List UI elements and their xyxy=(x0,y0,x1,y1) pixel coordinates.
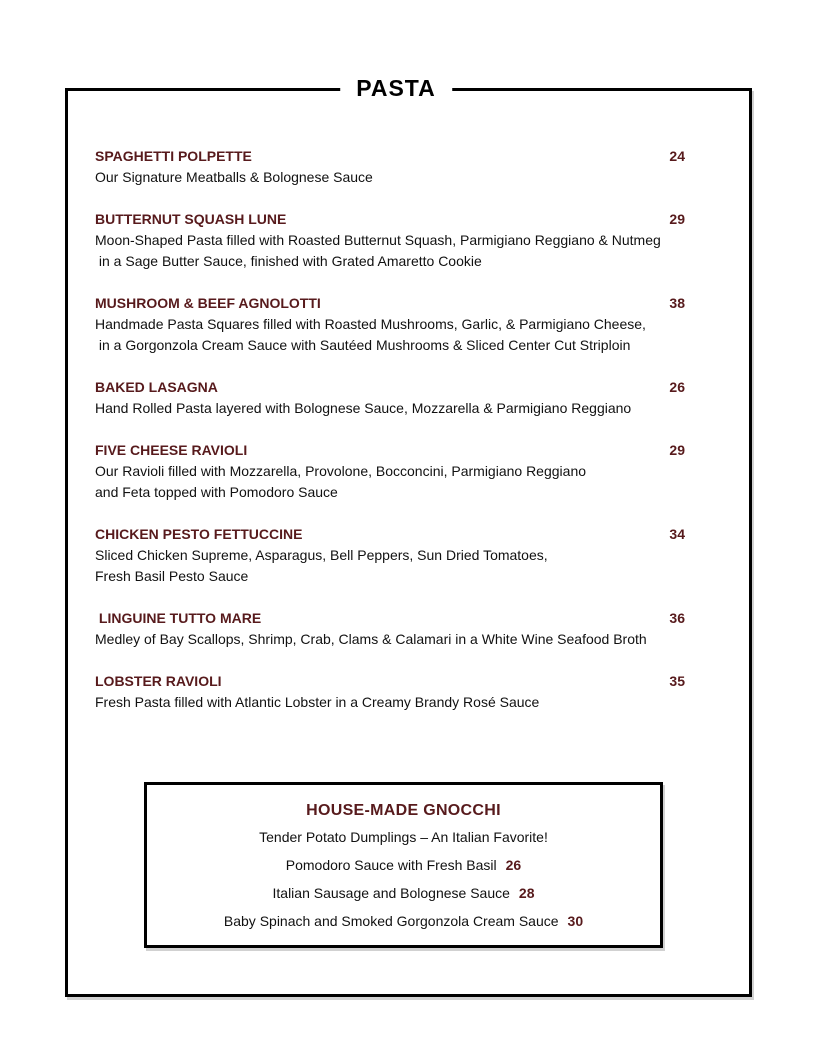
gnocchi-option-price: 26 xyxy=(505,857,522,873)
item-header xyxy=(95,608,685,629)
gnocchi-option-baby-spinach xyxy=(147,907,660,935)
item-price: 26 xyxy=(669,379,685,395)
gnocchi-option-pomodoro xyxy=(147,851,660,879)
house-made-gnocchi-box xyxy=(144,782,663,948)
item-description: Our Ravioli filled with Mozzarella, Provolone, Bocconcini, Parmigiano Reggiano xyxy=(95,463,587,479)
item-name: CHICKEN PESTO FETTUCCINE xyxy=(95,526,303,542)
gnocchi-option-italian-sausage xyxy=(147,879,660,907)
menu-item-list xyxy=(95,146,685,734)
item-header xyxy=(95,209,685,230)
gnocchi-box-title: HOUSE-MADE GNOCCHI xyxy=(306,802,501,819)
item-header xyxy=(95,293,685,314)
item-description: Moon-Shaped Pasta filled with Roasted Butternut Squash, Parmigiano Reggiano & Nutmeg xyxy=(95,232,661,248)
gnocchi-option-label: Italian Sausage and Bolognese Sauce xyxy=(272,885,510,901)
item-description: Our Signature Meatballs & Bolognese Sauce xyxy=(95,169,373,185)
menu-item-mushroom-beef-agnolotti xyxy=(95,293,685,356)
item-name: MUSHROOM & BEEF AGNOLOTTI xyxy=(95,295,321,311)
item-price: 38 xyxy=(669,295,685,311)
item-description: Medley of Bay Scallops, Shrimp, Crab, Clams & Calamari in a White Wine Seafood Broth xyxy=(95,631,647,647)
item-header xyxy=(95,440,685,461)
item-header xyxy=(95,146,685,167)
menu-item-linguine-tutto-mare xyxy=(95,608,685,650)
item-description: in a Gorgonzola Cream Sauce with Sautéed Mushrooms & Sliced Center Cut Striploin xyxy=(95,337,631,353)
item-name: BUTTERNUT SQUASH LUNE xyxy=(95,211,287,227)
item-header xyxy=(95,524,685,545)
menu-item-butternut-squash-lune xyxy=(95,209,685,272)
gnocchi-option-price: 28 xyxy=(518,885,535,901)
item-description: Handmade Pasta Squares filled with Roasted Mushrooms, Garlic, & Parmigiano Cheese, xyxy=(95,316,646,332)
item-description: Fresh Pasta filled with Atlantic Lobster in a Creamy Brandy Rosé Sauce xyxy=(95,694,540,710)
gnocchi-option-label: Pomodoro Sauce with Fresh Basil xyxy=(285,857,497,873)
menu-item-lobster-ravioli xyxy=(95,671,685,713)
gnocchi-option-price: 30 xyxy=(567,913,584,929)
menu-item-five-cheese-ravioli xyxy=(95,440,685,503)
item-description: Fresh Basil Pesto Sauce xyxy=(95,568,249,584)
item-price: 36 xyxy=(669,610,685,626)
item-description: Sliced Chicken Supreme, Asparagus, Bell Peppers, Sun Dried Tomatoes, xyxy=(95,547,548,563)
item-price: 24 xyxy=(669,148,685,164)
page-title: PASTA xyxy=(340,74,452,102)
item-description: Hand Rolled Pasta layered with Bolognese Sauce, Mozzarella & Parmigiano Reggiano xyxy=(95,400,632,416)
gnocchi-option-label: Baby Spinach and Smoked Gorgonzola Cream Sauce xyxy=(223,913,559,929)
item-name: SPAGHETTI POLPETTE xyxy=(95,148,252,164)
item-price: 34 xyxy=(669,526,685,542)
item-price: 29 xyxy=(669,442,685,458)
gnocchi-box-subtitle: Tender Potato Dumplings – An Italian Favorite! xyxy=(259,829,548,845)
item-name: LINGUINE TUTTO MARE xyxy=(95,610,262,626)
item-name: BAKED LASAGNA xyxy=(95,379,218,395)
item-name: FIVE CHEESE RAVIOLI xyxy=(95,442,248,458)
menu-item-baked-lasagna xyxy=(95,377,685,419)
item-price: 29 xyxy=(669,211,685,227)
menu-item-chicken-pesto-fettuccine xyxy=(95,524,685,587)
item-name: LOBSTER RAVIOLI xyxy=(95,673,222,689)
item-header xyxy=(95,377,685,398)
item-header xyxy=(95,671,685,692)
item-price: 35 xyxy=(669,673,685,689)
menu-item-spaghetti-polpette xyxy=(95,146,685,188)
item-description: and Feta topped with Pomodoro Sauce xyxy=(95,484,338,500)
item-description: in a Sage Butter Sauce, finished with Grated Amaretto Cookie xyxy=(95,253,482,269)
